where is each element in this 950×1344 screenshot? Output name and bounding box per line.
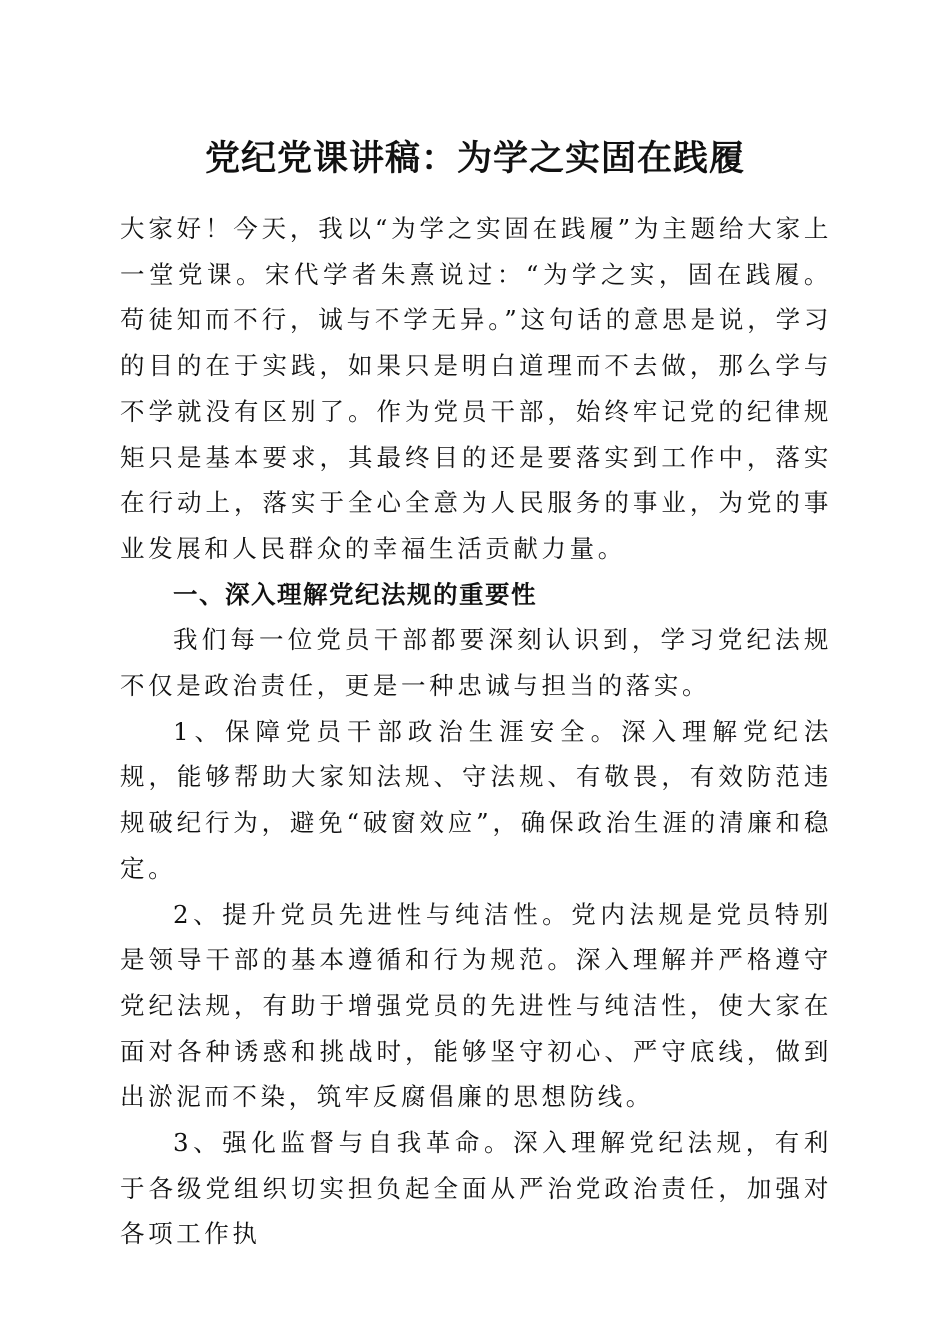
document-body xyxy=(120,206,832,1257)
section-heading: 一、深入理解党纪法规的重要性 xyxy=(173,579,537,609)
point-3-paragraph: 3、强化监督与自我革命。深入理解党纪法规，有利于各级党组织切实担负起全面从严治党政治责任，加强对各项工作执 xyxy=(120,1128,832,1249)
section-intro-paragraph: 我们每一位党员干部都要深刻认识到，学习党纪法规不仅是政治责任，更是一种忠诚与担当的落实。 xyxy=(120,625,832,701)
intro-paragraph: 大家好！今天，我以“为学之实固在践履”为主题给大家上一堂党课。宋代学者朱熹说过：“为学之实，固在践履。苟徒知而不行，诚与不学无异。”这句话的意思是说，学习的目的在于实践，如果只是明白道理而不去做，那么学与不学就没有区别了。作为党员干部，始终牢记党的纪律规矩只是基本要求，其最终目的还是要落实到工作中，落实在行动上，落实于全心全意为人民服务的事业，为党的事业发展和人民群众的幸福生活贡献力量。 xyxy=(120,214,832,563)
point-2-paragraph: 2、提升党员先进性与纯洁性。党内法规是党员特别是领导干部的基本遵循和行为规范。深入理解并严格遵守党纪法规，有助于增强党员的先进性与纯洁性，使大家在面对各种诱惑和挑战时，能够坚守初心、严守底线，做到出淤泥而不染，筑牢反腐倡廉的思想防线。 xyxy=(120,899,832,1112)
point-1-paragraph: 1、保障党员干部政治生涯安全。深入理解党纪法规，能够帮助大家知法规、守法规、有敬畏，有效防范违规破纪行为，避免“破窗效应”，确保政治生涯的清廉和稳定。 xyxy=(120,716,832,883)
document-title: 党纪党课讲稿：为学之实固在践履 xyxy=(204,139,745,179)
